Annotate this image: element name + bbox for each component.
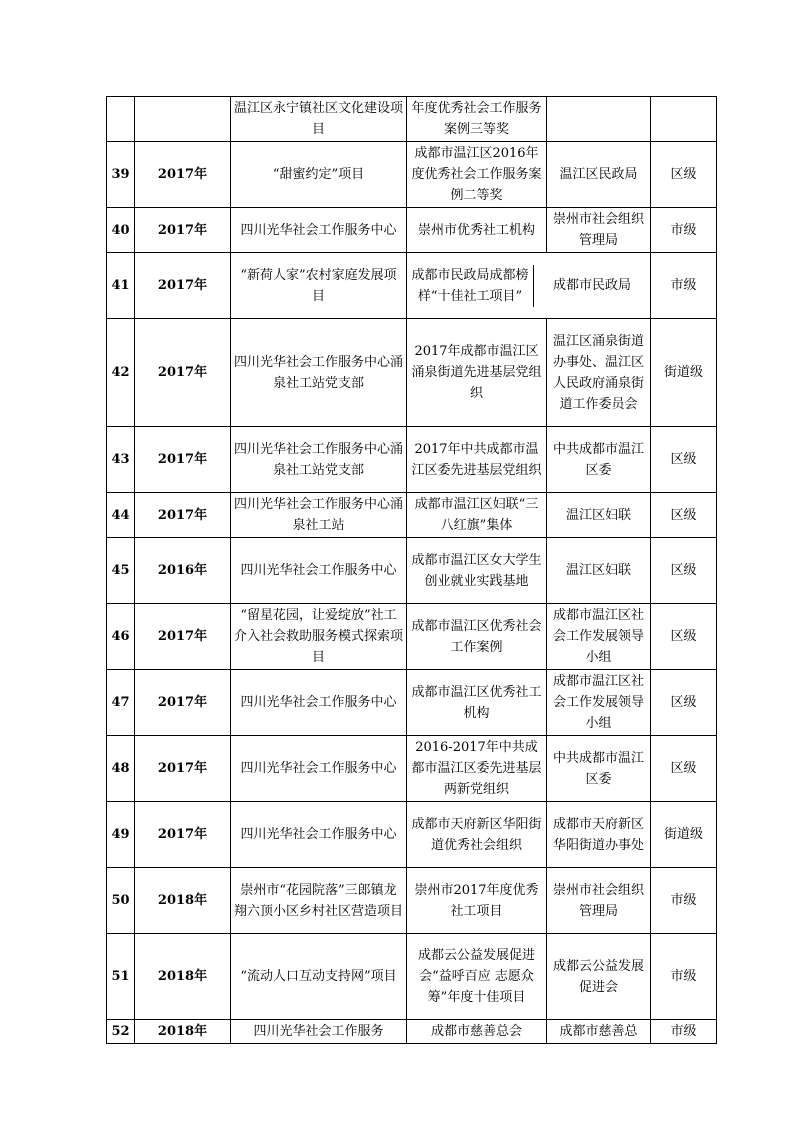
row-issuer: 温江区妇联 <box>547 493 651 538</box>
row-award: 成都市温江区优秀社会工作案例 <box>407 604 547 670</box>
row-award: 成都市温江区女大学生创业就业实践基地 <box>407 538 547 604</box>
table-row <box>107 208 717 253</box>
row-project-name: 温江区永宁镇社区文化建设项目 <box>231 97 407 142</box>
row-number <box>107 97 135 142</box>
table-row <box>107 868 717 934</box>
row-issuer: 成都市温江区社会工作发展领导小组 <box>547 604 651 670</box>
row-level: 市级 <box>651 934 717 1020</box>
merged-award-issuer-cell <box>407 253 651 319</box>
row-level <box>651 97 717 142</box>
row-issuer: 中共成都市温江区委 <box>547 427 651 493</box>
row-number: 46 <box>107 604 135 670</box>
table-row <box>107 97 717 142</box>
row-issuer: 成都市天府新区华阳街道办事处 <box>547 802 651 868</box>
row-number: 50 <box>107 868 135 934</box>
row-issuer: 崇州市社会组织管理局 <box>547 868 651 934</box>
row-number: 40 <box>107 208 135 253</box>
row-year <box>135 97 231 142</box>
row-project-name: 四川光华社会工作服务中心涌泉社工站党支部 <box>231 319 407 427</box>
row-level: 区级 <box>651 736 717 802</box>
row-number: 45 <box>107 538 135 604</box>
row-number: 47 <box>107 670 135 736</box>
row-award: 崇州市优秀社工机构 <box>407 208 547 253</box>
row-award: 成都市温江区优秀社工机构 <box>407 670 547 736</box>
row-number: 42 <box>107 319 135 427</box>
row-year: 2017年 <box>135 253 231 319</box>
table-row <box>107 736 717 802</box>
table-row <box>107 427 717 493</box>
row-level: 市级 <box>651 253 717 319</box>
table-row <box>107 142 717 208</box>
row-project-name: 四川光华社会工作服务 <box>231 1020 407 1044</box>
row-project-name: “留星花园，让爱绽放”社工介入社会救助服务模式探索项目 <box>231 604 407 670</box>
awards-table <box>106 96 717 1044</box>
table-row <box>107 934 717 1020</box>
row-project-name: “新荷人家”农村家庭发展项目 <box>231 253 407 319</box>
row-year: 2017年 <box>135 208 231 253</box>
row-number: 44 <box>107 493 135 538</box>
row-project-name: 四川光华社会工作服务中心 <box>231 802 407 868</box>
row-issuer: 崇州市社会组织管理局 <box>547 208 651 253</box>
row-award: 2016-2017年中共成都市温江区委先进基层两新党组织 <box>407 736 547 802</box>
table-row <box>107 493 717 538</box>
row-year: 2017年 <box>135 802 231 868</box>
row-project-name: 四川光华社会工作服务中心涌泉社工站党支部 <box>231 427 407 493</box>
row-number: 52 <box>107 1020 135 1044</box>
row-number: 48 <box>107 736 135 802</box>
row-number: 41 <box>107 253 135 319</box>
row-level: 区级 <box>651 538 717 604</box>
row-project-name: 四川光华社会工作服务中心 <box>231 670 407 736</box>
row-level: 区级 <box>651 493 717 538</box>
row-year: 2017年 <box>135 604 231 670</box>
row-project-name: 四川光华社会工作服务中心涌泉社工站 <box>231 493 407 538</box>
table-row <box>107 1020 717 1044</box>
table-row <box>107 604 717 670</box>
row-issuer: 成都市慈善总 <box>547 1020 651 1044</box>
row-issuer: 成都市民政局 <box>552 278 631 293</box>
row-issuer: 温江区民政局 <box>547 142 651 208</box>
row-level: 区级 <box>651 142 717 208</box>
row-year: 2017年 <box>135 142 231 208</box>
row-project-name: “流动人口互动支持网”项目 <box>231 934 407 1020</box>
row-award: 成都市天府新区华阳街道优秀社会组织 <box>407 802 547 868</box>
row-project-name: 四川光华社会工作服务中心 <box>231 538 407 604</box>
row-award: 2017年成都市温江区涌泉街道先进基层党组织 <box>407 319 547 427</box>
row-year: 2017年 <box>135 319 231 427</box>
row-award: 崇州市2017年度优秀社工项目 <box>407 868 547 934</box>
row-award: 成都市温江区妇联“三八红旗”集体 <box>407 493 547 538</box>
row-level: 区级 <box>651 427 717 493</box>
row-level: 街道级 <box>651 319 717 427</box>
row-award: 2017年中共成都市温江区委先进基层党组织 <box>407 427 547 493</box>
row-year: 2017年 <box>135 427 231 493</box>
row-issuer: 温江区妇联 <box>547 538 651 604</box>
row-award: 年度优秀社会工作服务案例三等奖 <box>407 97 547 142</box>
row-issuer: 温江区涌泉街道办事处、温江区人民政府涌泉街道工作委员会 <box>547 319 651 427</box>
row-year: 2017年 <box>135 670 231 736</box>
row-year: 2018年 <box>135 1020 231 1044</box>
row-issuer: 成都市温江区社会工作发展领导小组 <box>547 670 651 736</box>
row-number: 51 <box>107 934 135 1020</box>
row-year: 2016年 <box>135 538 231 604</box>
row-issuer <box>547 97 651 142</box>
row-award: 成都云公益发展促进会“益呼百应 志愿众筹”年度十佳项目 <box>407 934 547 1020</box>
row-year: 2017年 <box>135 736 231 802</box>
table-row <box>107 670 717 736</box>
row-number: 43 <box>107 427 135 493</box>
row-level: 市级 <box>651 868 717 934</box>
row-level: 市级 <box>651 1020 717 1044</box>
row-year: 2018年 <box>135 934 231 1020</box>
row-year: 2017年 <box>135 493 231 538</box>
row-number: 49 <box>107 802 135 868</box>
table-row <box>107 253 717 319</box>
row-award: 成都市温江区2016年度优秀社会工作服务案例二等奖 <box>407 142 547 208</box>
row-issuer: 成都云公益发展促进会 <box>547 934 651 1020</box>
row-award: 成都市民政局成都榜样“十佳社工项目” <box>407 265 534 307</box>
row-level: 市级 <box>651 208 717 253</box>
row-year: 2018年 <box>135 868 231 934</box>
row-project-name: 四川光华社会工作服务中心 <box>231 208 407 253</box>
row-number: 39 <box>107 142 135 208</box>
table-row <box>107 802 717 868</box>
row-project-name: 崇州市“花园院落”三郎镇龙翔六顶小区乡村社区营造项目 <box>231 868 407 934</box>
row-project-name: 四川光华社会工作服务中心 <box>231 736 407 802</box>
row-level: 街道级 <box>651 802 717 868</box>
table-row <box>107 538 717 604</box>
row-award: 成都市慈善总会 <box>407 1020 547 1044</box>
row-level: 区级 <box>651 604 717 670</box>
row-issuer: 中共成都市温江区委 <box>547 736 651 802</box>
row-project-name: “甜蜜约定”项目 <box>231 142 407 208</box>
row-level: 区级 <box>651 670 717 736</box>
table-row <box>107 319 717 427</box>
